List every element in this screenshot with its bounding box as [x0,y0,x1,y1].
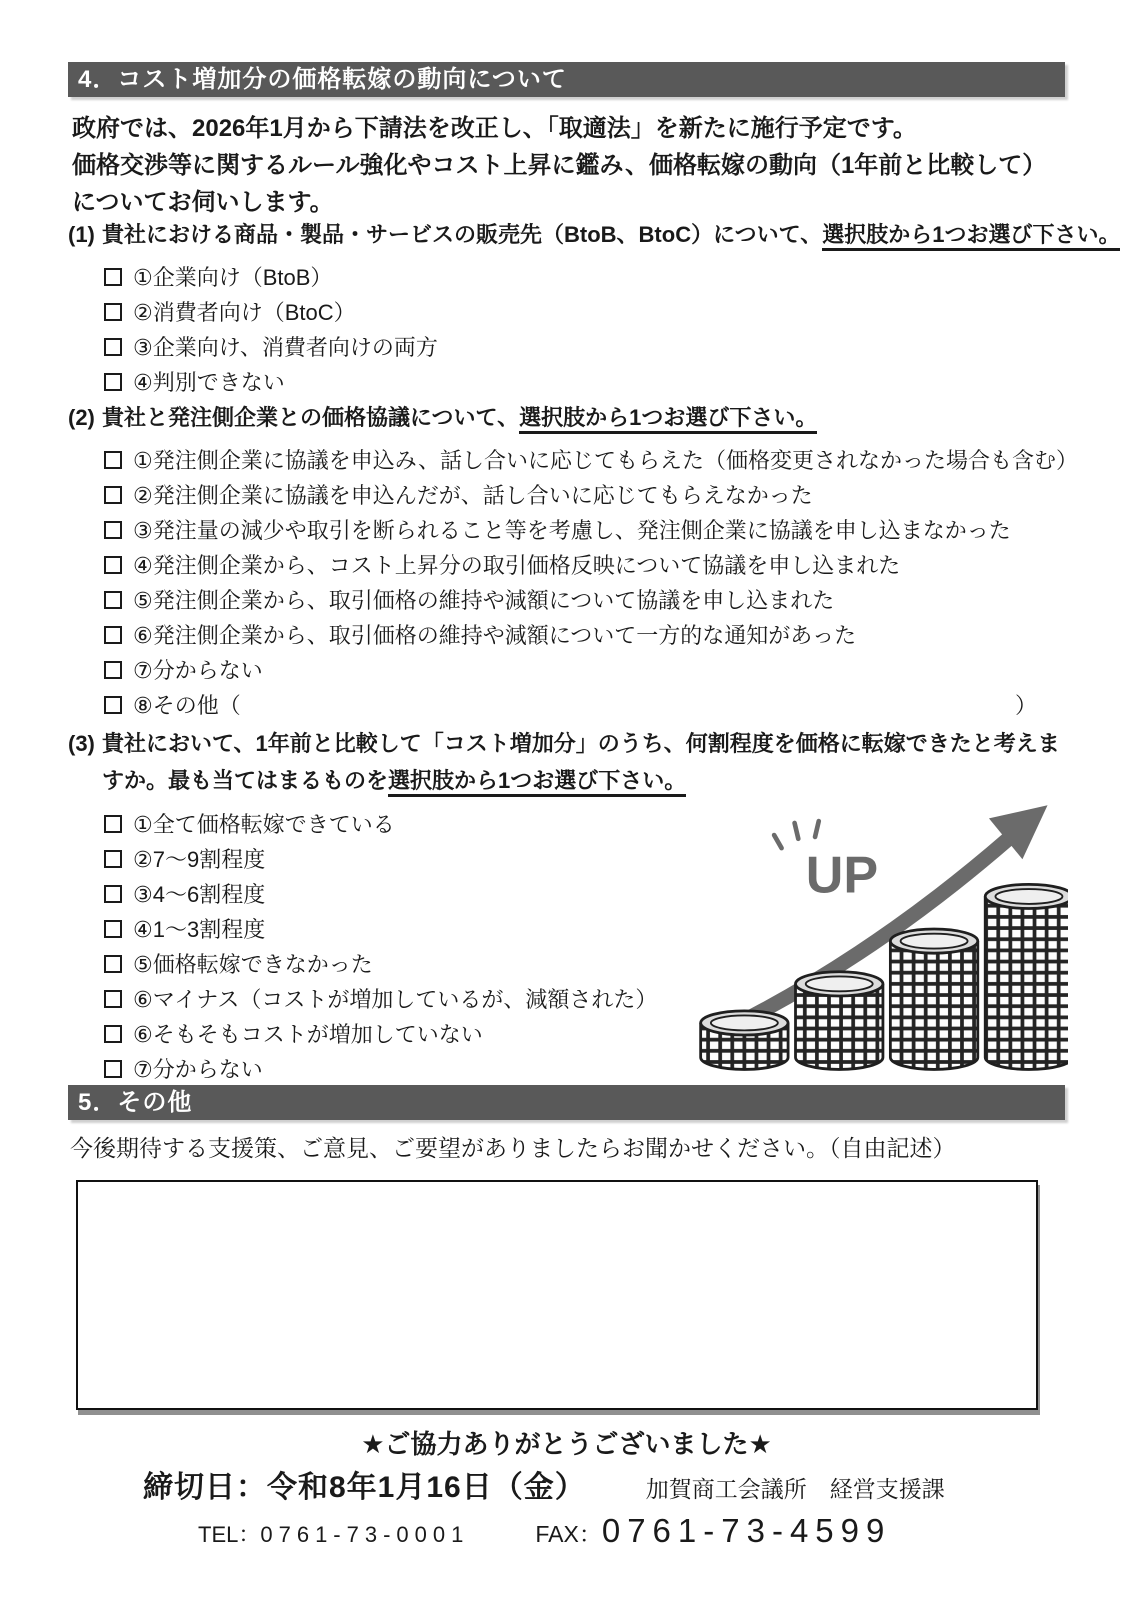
q2-option-3-checkbox[interactable] [104,521,122,539]
q3-option-7-label: ⑥そもそもコストが増加していない [133,1022,483,1047]
q2-option-8-close-paren: ） [1014,693,1037,718]
q3-option-3-label: ③4～6割程度 [133,882,266,907]
coin-stack-4 [985,884,1068,1069]
section-4-intro [72,110,1057,221]
q3-option-6-checkbox[interactable] [104,990,122,1008]
q2-option-6-label: ⑥発注側企業から、取引価格の維持や減額について一方的な通知があった [133,623,857,648]
tel-contact [198,1518,469,1549]
q2-option-8-other [104,687,1065,722]
organization-name: 加賀商工会議所 経営支援課 [645,1476,945,1502]
q3-option-2-checkbox[interactable] [104,850,122,868]
q2-option-5-checkbox[interactable] [104,591,122,609]
q3-option-1-label: ①全て価格転嫁できている [133,812,395,837]
question-1-text: 貴社における商品・製品・サービスの販売先（BtoB、BtoC）について、選択肢から1つお選び下さい。 [102,217,1120,253]
question-1-underlined-text: 選択肢から1つお選び下さい。 [822,222,1120,251]
question-3-text-line1: 貴社において、1年前と比較して「コスト増加分」のうち、何割程度を価格に転嫁できたと考えま [102,731,1060,756]
q2-option-2-checkbox[interactable] [104,486,122,504]
q3-option-4-checkbox[interactable] [104,920,122,938]
question-3 [68,726,1065,1086]
fax-number: 0761-73-4599 [601,1512,892,1549]
q2-option-7 [104,652,1065,687]
q3-option-4-label: ④1～3割程度 [133,917,266,942]
q2-option-3 [104,512,1065,547]
free-text-prompt: 今後期待する支援策、ご意見、ご要望がありましたらお聞かせください。（自由記述） [70,1135,956,1161]
q2-option-1-label: ①発注側企業に協議を申込み、話し合いに応じてもらえた（価格変更されなかった場合も含む） [133,448,1079,473]
q2-option-4-label: ④発注側企業から、コスト上昇分の取引価格反映について協議を申し込まれた [133,553,901,578]
question-3-number: (3) [68,731,95,756]
q1-option-1-checkbox[interactable] [104,268,122,286]
spark-lines-icon [774,821,819,848]
price-up-illustration [696,784,1068,1074]
contact-row [198,1512,1068,1550]
q2-option-2 [104,477,1065,512]
q3-option-7-checkbox[interactable] [104,1025,122,1043]
q2-option-5 [104,582,1065,617]
q3-option-8-checkbox[interactable] [104,1060,122,1078]
q3-option-6-label: ⑥マイナス（コストが増加しているが、減額された） [133,987,658,1012]
q2-option-1-checkbox[interactable] [104,451,122,469]
question-3-heading-line1 [68,726,1065,762]
question-2 [68,400,1079,722]
q2-option-5-label: ⑤発注側企業から、取引価格の維持や減額について協議を申し込まれた [133,588,835,613]
q3-option-8-label: ⑦分からない [133,1057,263,1082]
q1-option-3-checkbox[interactable] [104,338,122,356]
q3-option-3-checkbox[interactable] [104,885,122,903]
free-text-input[interactable] [76,1180,1038,1410]
q3-option-1-checkbox[interactable] [104,815,122,833]
coin-stacks-up-arrow-icon [696,784,1068,1074]
section-4-title: 4．コスト増加分の価格転嫁の動向について [78,66,567,93]
q1-option-4 [104,364,1065,399]
question-1-number: (1) [68,222,95,247]
thanks-message: ★ご協力ありがとうございました★ [361,1429,772,1459]
q1-option-2-checkbox[interactable] [104,303,122,321]
coin-stack-1 [701,1011,788,1070]
q2-option-4 [104,547,1065,582]
fax-contact [535,1512,891,1550]
deadline-row [143,1462,1063,1506]
q1-option-2 [104,294,1065,329]
section-5-title: 5．その他 [78,1089,193,1116]
tel-label: TEL： [198,1522,261,1547]
q1-option-4-label: ④判別できない [133,370,285,395]
q2-option-8-label: ⑧その他（ [133,693,241,718]
q2-option-3-label: ③発注量の減少や取引を断られること等を考慮し、発注側企業に協議を申し込まなかった [133,518,1011,543]
tel-number: 0761-73-0001 [260,1522,470,1547]
q2-option-6 [104,617,1065,652]
coin-stack-2 [796,972,883,1070]
q1-option-1 [104,259,1065,294]
question-1 [68,217,1121,399]
q3-option-5-label: ⑤価格転嫁できなかった [133,952,373,977]
q1-option-2-label: ②消費者向け（BtoC） [133,300,356,325]
q1-option-4-checkbox[interactable] [104,373,122,391]
question-2-underlined-text: 選択肢から1つお選び下さい。 [519,405,817,434]
q2-option-8-checkbox[interactable] [104,696,122,714]
q1-option-3-label: ③企業向け、消費者向けの両方 [133,335,438,360]
fax-label: FAX： [535,1521,602,1547]
question-3-underlined-text: 選択肢から1つお選び下さい。 [388,768,686,797]
intro-paragraph-2: 価格交渉等に関するルール強化やコスト上昇に鑑み、価格転嫁の動向（1年前と比較して）についてお伺いします。 [72,152,1047,216]
section-5-header [68,1085,1065,1120]
deadline-text: 締切日：令和8年1月16日（金） [143,1471,586,1504]
question-1-heading [68,217,1121,253]
coin-stack-3 [890,929,977,1069]
intro-paragraph-1: 政府では、2026年1月から下請法を改正し、「取適法」を新たに施行予定です。 [72,115,917,142]
question-3-heading-line2: すか。最も当てはまるものを選択肢から1つお選び下さい。 [102,762,1065,800]
q2-option-6-checkbox[interactable] [104,626,122,644]
question-2-options [104,442,1079,722]
question-1-options [104,259,1065,399]
question-2-number: (2) [68,405,95,430]
q3-option-5-checkbox[interactable] [104,955,122,973]
q3-option-2-label: ②7～9割程度 [133,847,266,872]
question-2-heading [68,400,1065,436]
up-label: UP [805,846,879,905]
q2-option-1 [104,442,1079,477]
q1-option-1-label: ①企業向け（BtoB） [133,265,333,290]
q2-option-7-label: ⑦分からない [133,658,263,683]
q2-option-4-checkbox[interactable] [104,556,122,574]
question-2-text: 貴社と発注側企業との価格協議について、選択肢から1つお選び下さい。 [102,400,817,436]
section-4-header [68,62,1065,97]
q1-option-3 [104,329,1065,364]
q2-option-7-checkbox[interactable] [104,661,122,679]
q2-option-2-label: ②発注側企業に協議を申込んだが、話し合いに応じてもらえなかった [133,483,813,508]
